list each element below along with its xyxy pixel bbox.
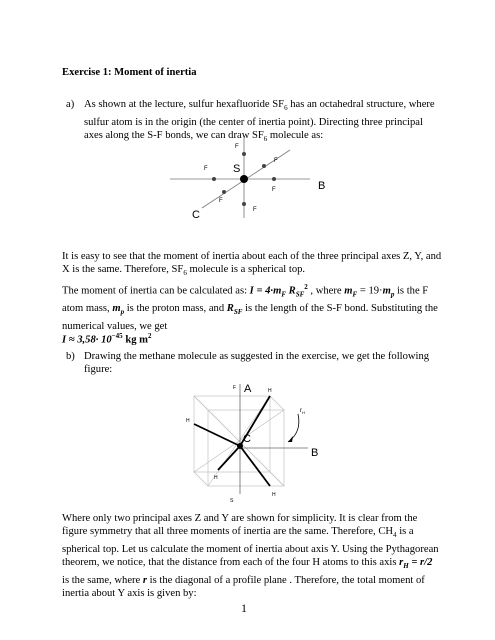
label-h: H [214, 475, 218, 481]
label-s: S [230, 498, 234, 504]
label-c: C [243, 433, 251, 445]
part-a-marker: a) [66, 99, 75, 110]
label-rh: $r_H$ [300, 408, 305, 415]
part-b-intro: Drawing the methane molecule as suggested in the exercise, we get the following figure: [84, 351, 430, 376]
fluorine-atom [222, 190, 226, 194]
sulfur-atom [240, 175, 248, 183]
label-b: B [318, 180, 326, 192]
label-f: F [233, 385, 237, 391]
exercise-title: Exercise 1: Moment of inertia [62, 67, 197, 78]
part-a-paragraph-1: It is easy to see that the moment of inertia about each of the three principal axes Z, Y, and X is the same. Therefore, $SF_6$ molecule is a spherical top. [62, 251, 442, 278]
fluorine-atom [272, 177, 276, 181]
label-h: H [268, 388, 272, 394]
label-f: F [204, 166, 208, 172]
part-a-intro: As shown at the lecture, sulfur hexafluoride $SF_6$ has an octahedral structure, where sulfur atom is in the origin (the center of inertia point). Directing three principal axes along the S-F bonds, we can draw $SF_6$ molecule as: [84, 99, 435, 144]
label-s: S [233, 163, 241, 175]
label-f: F [272, 187, 276, 193]
label-f: F [253, 207, 257, 213]
page-number: 1 [241, 601, 247, 615]
fluorine-atom [242, 202, 246, 206]
sf6-figure [170, 138, 340, 238]
label-f: F [274, 158, 278, 164]
part-a-result: $I \approx 3,58\cdot 10^{-45}$ kg $m^2$ [62, 332, 152, 346]
part-b-marker: b) [66, 351, 75, 362]
fluorine-atom [242, 152, 246, 156]
label-f: F [235, 144, 239, 150]
part-a-formula-paragraph: The moment of inertia can be calculated as: $I = 4\cdot m_F$ $R_{SF}^2$ , where $m_F = 19\cdot m_p$ is the F atom mass, $m_p$ is the proton mass, and $R_{SF}$ is the length of the S-F bond. Substituting the numerical values, we get [62, 283, 438, 332]
label-a: A [244, 384, 252, 395]
fluorine-atom [212, 177, 216, 181]
label-f: F [219, 198, 223, 204]
rh-arrow [288, 414, 299, 442]
methane-figure [178, 384, 328, 506]
label-c: C [192, 209, 200, 221]
fluorine-atom [262, 164, 266, 168]
label-h: H [186, 418, 190, 424]
label-h: H [272, 492, 276, 498]
part-b-paragraph: Where only two principal axes Z and Y are shown for simplicity. It is clear from the figure symmetry that all three moments of inertia are the same. Therefore, $CH_4$ is a spherical top. Let us calculate the moment of inertia about axis Y. Using the Pythagorean theorem, we notice, that the distance from each of the four H atoms to this axis $r_H = r/2$ is the same, where r is the diagonal of a profile plane . Therefore, the total moment of inertia about Y axis is given by: [62, 513, 439, 600]
label-b: B [311, 447, 319, 459]
